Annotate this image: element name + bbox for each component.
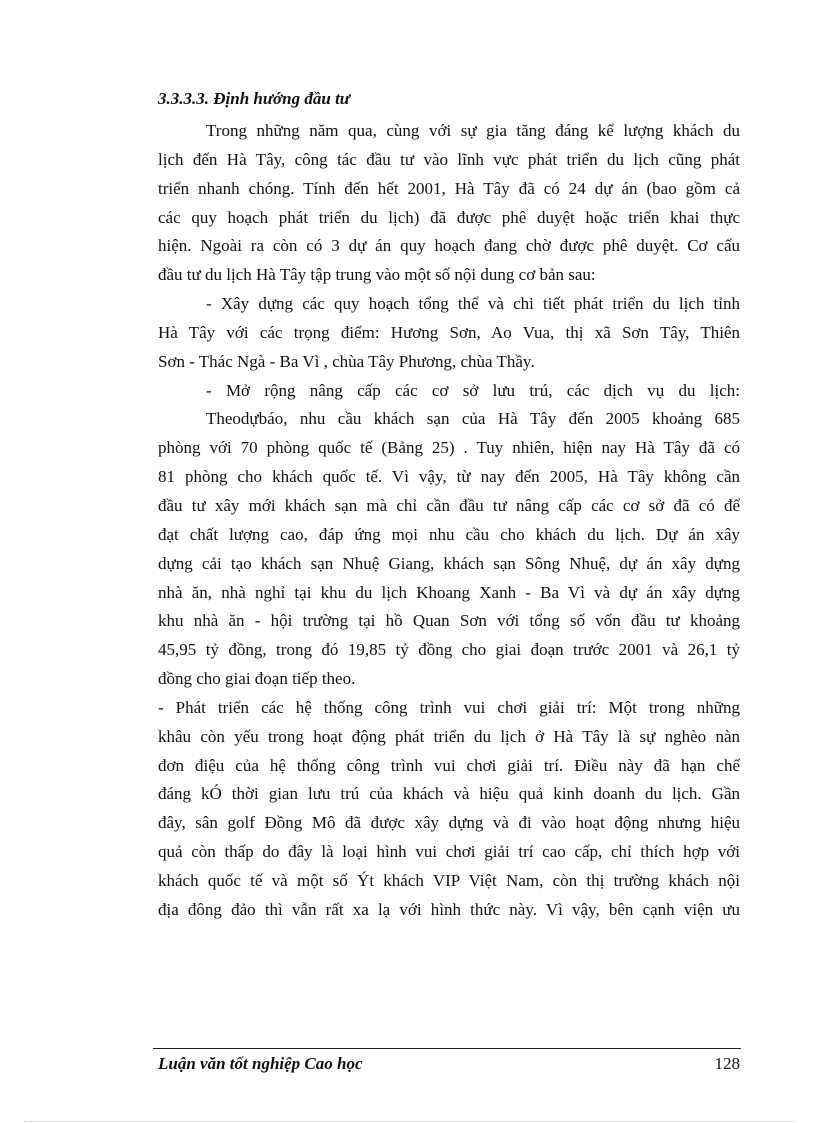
page-bottom-border bbox=[24, 1121, 794, 1122]
text-line: phòng với 70 phòng quốc tế (Bảng 25) . Tuy nhiên, hiện nay Hà Tây đã có bbox=[158, 438, 740, 458]
text-line: đạt chất lượng cao, đáp ứng mọi nhu cầu cho khách du lịch. Dự án xây bbox=[158, 524, 740, 544]
footer-title: Luận văn tốt nghiệp Cao học bbox=[158, 1054, 363, 1073]
text-line: triển nhanh chóng. Tính đến hết 2001, Hà Tây đã có 24 dự án (bao gồm cả bbox=[158, 178, 740, 198]
text-line: khâu còn yếu trong hoạt động phát triển du lịch ở Hà Tây là sự nghèo nàn bbox=[158, 726, 740, 746]
text-line: Trong những năm qua, cùng với sự gia tăng đáng kể lượng khách du bbox=[206, 121, 740, 140]
text-line: đây, sân golf Đồng Mô đã được xây dựng và đi vào hoạt động nhưng hiệu bbox=[158, 813, 740, 833]
text-line: đầu tư du lịch Hà Tây tập trung vào một số nội dung cơ bản sau: bbox=[158, 265, 596, 285]
text-line: - Phát triển các hệ thống công trình vui chơi giải trí: Một trong những bbox=[158, 697, 740, 717]
text-line: đồng cho giai đoạn tiếp theo. bbox=[158, 669, 356, 689]
text-line: đầu tư xây mới khách sạn mà chỉ cần đầu tư nâng cấp các cơ sở đã có để bbox=[158, 495, 740, 515]
text-line: - Mở rộng nâng cấp các cơ sở lưu trú, các dịch vụ du lịch: bbox=[206, 380, 740, 400]
text-line: 45,95 tỷ đồng, trong đó 19,85 tỷ đồng cho giai đoạn trước 2001 và 26,1 tỷ bbox=[158, 640, 740, 660]
text-line: đơn điệu của hệ thống công trình vui chơi giải trí. Điều này đã hạn chế bbox=[158, 755, 740, 775]
text-line: khu nhà ăn - hội trường tại hồ Quan Sơn với tổng số vốn đầu tư khoảng bbox=[158, 611, 740, 631]
text-line: hiện. Ngoài ra còn có 3 dự án quy hoạch đang chờ được phê duyệt. Cơ cấu bbox=[158, 236, 740, 256]
text-line: 81 phòng cho khách quốc tế. Vì vậy, từ nay đến 2005, Hà Tây không cần bbox=[158, 467, 740, 487]
text-line: đáng kÓ thời gian lưu trú của khách và hiệu quả kinh doanh du lịch. Gần bbox=[158, 784, 740, 804]
body-text bbox=[158, 117, 740, 925]
text-line: dựng cải tạo khách sạn Nhuệ Giang, khách sạn Sông Nhuệ, dự án xây dựng bbox=[158, 553, 740, 573]
text-line: - Xây dựng các quy hoạch tổng thể và chi tiết phát triển du lịch tỉnh bbox=[206, 294, 740, 314]
text-line: Hà Tây với các trọng điểm: Hương Sơn, Ao Vua, thị xã Sơn Tây, Thiên bbox=[158, 322, 740, 342]
text-line: lịch đến Hà Tây, công tác đầu tư vào lĩnh vực phát triển du lịch cũng phát bbox=[158, 149, 740, 169]
text-line: Theodựbáo, nhu cầu khách sạn của Hà Tây đến 2005 khoảng 685 bbox=[206, 409, 740, 429]
text-line: nhà ăn, nhà nghỉ tại khu du lịch Khoang Xanh - Ba Vì và dự án xây dựng bbox=[158, 582, 740, 602]
footer-divider bbox=[153, 1048, 741, 1049]
page-number: 128 bbox=[714, 1054, 740, 1073]
text-line: khách quốc tế và một số Ýt khách VIP Việt Nam, còn thị trường khách nội bbox=[158, 870, 740, 890]
text-line: địa đông đảo thì vẫn rất xa lạ với hình thức này. Vì vậy, bên cạnh viện ưu bbox=[158, 899, 740, 919]
section-heading: 3.3.3.3. Định hướng đầu tư bbox=[158, 89, 350, 108]
text-line: quả còn thấp do đây là loại hình vui chơi giải trí cao cấp, chỉ thích hợp với bbox=[158, 842, 740, 862]
text-line: các quy hoạch phát triển du lịch) đã được phê duyệt hoặc triển khai thực bbox=[158, 207, 740, 227]
text-line: Sơn - Thác Ngà - Ba Vì , chùa Tây Phương, chùa Thầy. bbox=[158, 351, 535, 371]
